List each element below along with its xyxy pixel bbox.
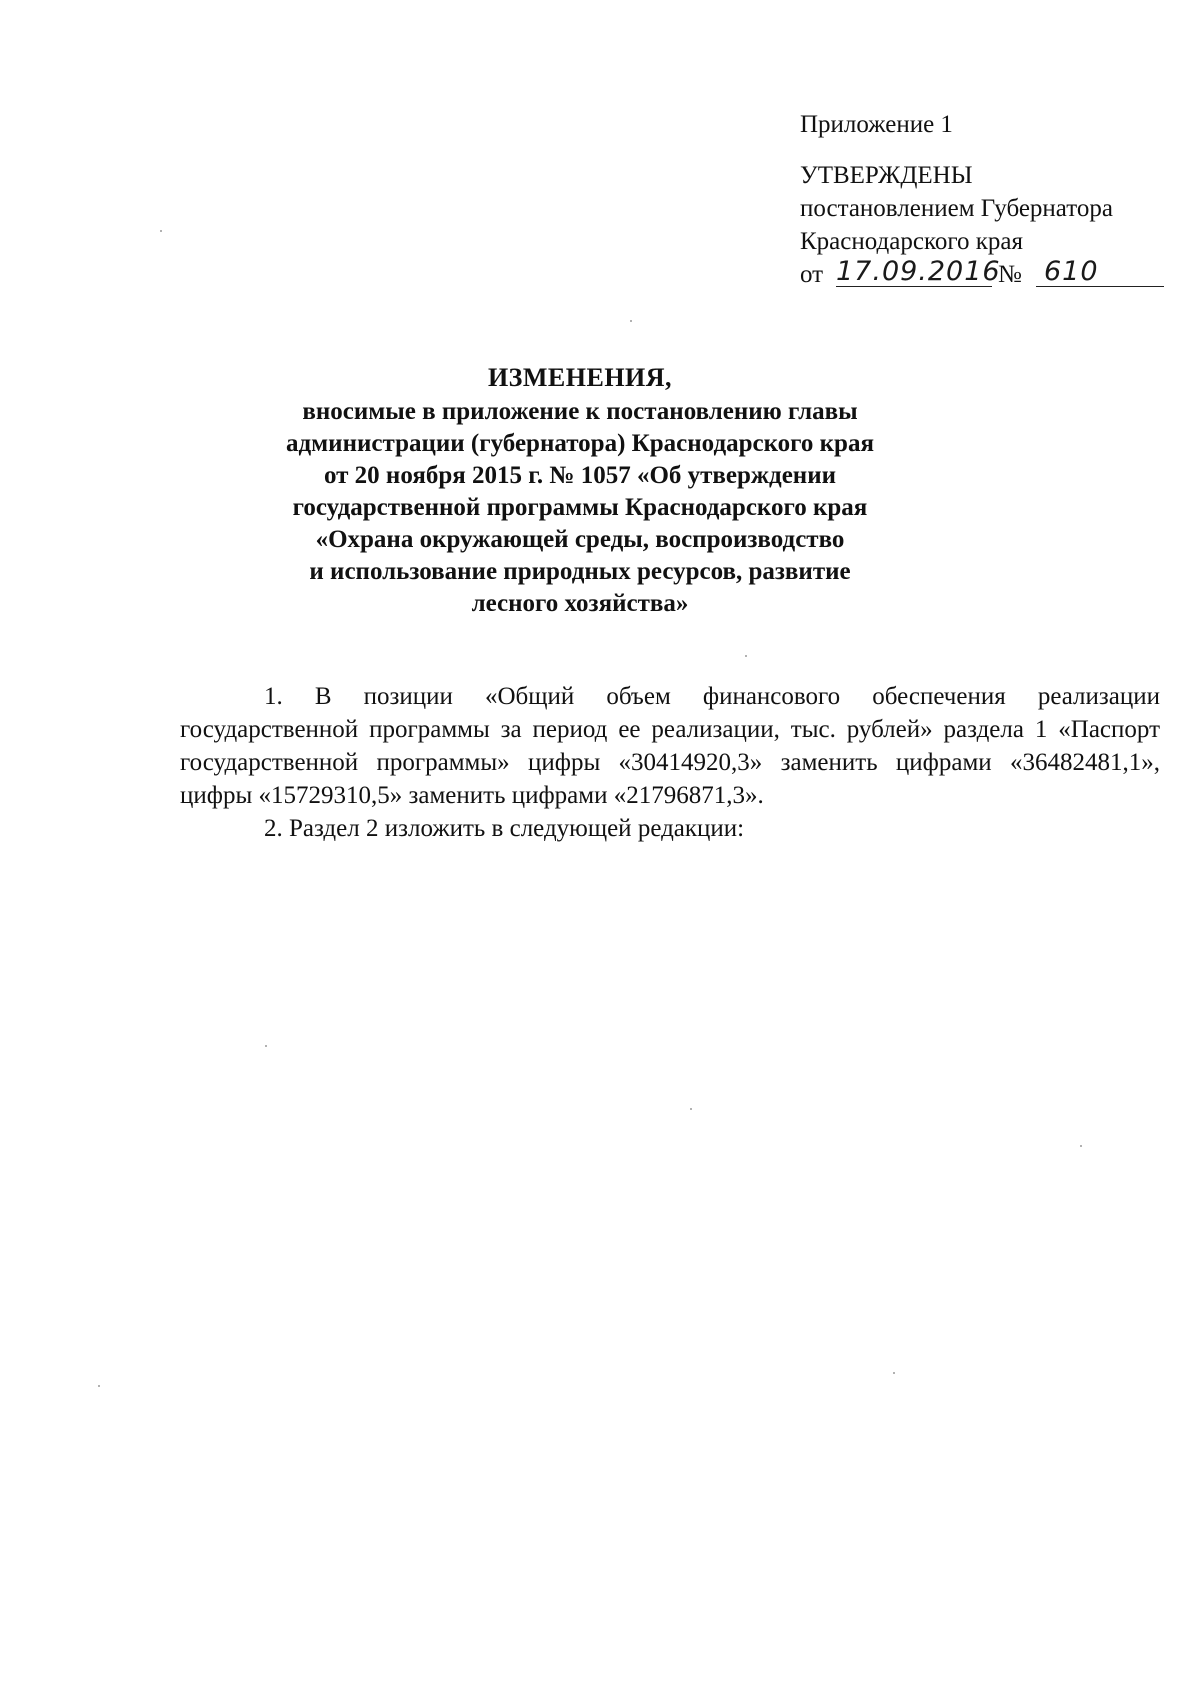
scan-speck [893, 1372, 895, 1374]
title-line: «Охрана окружающей среды, воспроизводство [315, 526, 845, 553]
scan-speck [265, 1045, 267, 1047]
paragraph-1: 1. В позиции «Общий объем финансового обеспечения реализации государственной программы за период ее реализации, тыс. рублей» раздела 1 «Паспорт государственной программы» цифры «30414920,3» заменить цифрами «36482481,1», цифры «15729310,5» заменить цифрами «21796871,3». [180, 683, 1160, 809]
title-heading: ИЗМЕНЕНИЯ, [487, 363, 673, 392]
approval-block [800, 108, 1170, 294]
title-line: администрации (губернатора) Краснодарского края [286, 430, 874, 457]
scan-speck [690, 1108, 692, 1110]
title-line: государственной программы Краснодарского края [292, 494, 868, 521]
title-line: вносимые в приложение к постановлению главы [302, 398, 858, 425]
document-title [170, 362, 990, 620]
title-line: и использование природных ресурсов, развитие [309, 558, 851, 585]
scan-speck [98, 1385, 100, 1387]
date-prefix: от [800, 261, 824, 288]
body-text [180, 680, 1160, 845]
approved-label: УТВЕРЖДЕНЫ [800, 162, 973, 189]
decree-line-2: Краснодарского края [800, 228, 1023, 255]
paragraph-2: 2. Раздел 2 изложить в следующей редакции: [264, 815, 745, 842]
appendix-label: Приложение 1 [800, 111, 953, 138]
handwritten-number: 610 [1036, 258, 1164, 287]
scan-speck [1080, 1145, 1082, 1147]
title-line: лесного хозяйства» [471, 590, 689, 617]
number-sign: № [998, 261, 1022, 288]
title-line: от 20 ноября 2015 г. № 1057 «Об утверждении [323, 462, 837, 489]
scan-speck [745, 655, 747, 657]
scan-speck [160, 230, 162, 232]
scan-speck [630, 320, 632, 322]
decree-line-1: постановлением Губернатора [800, 195, 1113, 222]
date-number-line [800, 258, 1170, 294]
handwritten-date: 17.09.2016 [836, 256, 1001, 287]
